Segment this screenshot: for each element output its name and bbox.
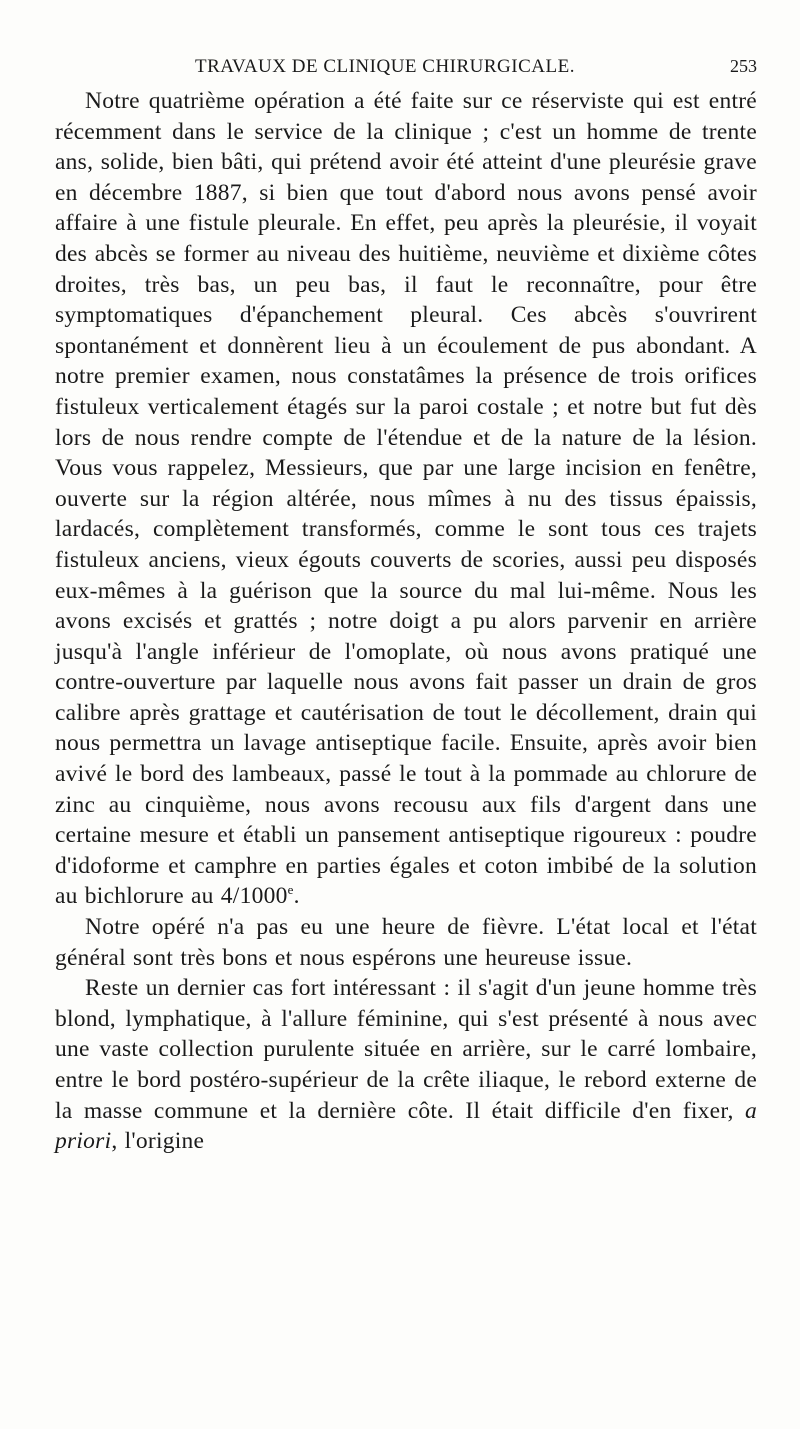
italic-phrase: a priori [55,1097,757,1155]
page-header [55,52,757,86]
page-number: 253 [730,56,757,76]
paragraph-text: Notre quatrième opération a été faite sur ce réserviste qui est entré récemment dans le service de la clinique ; c'est un homme de trente ans, solide, bien bâti, qui prétend avoir été atteint d'une pleurésie grave en décembre 1887, si bien que tout d'abord nous avons pensé avoir affaire à une fistule pleurale. En effet, peu après la pleurésie, il voyait des abcès se former au niveau des huitième, neuvième et dixième côtes droites, très bas, un peu bas, il faut le reconnaître, pour être symptomatiques d'épanchement pleural. Ces abcès s'ouvrirent spontanément et donnèrent lieu à un écoulement de pus abondant. A notre premier examen, nous constatâmes la présence de trois orifices fistuleux verticalement étagés sur la paroi costale ; et notre but fut dès lors de nous rendre compte de l'étendue et de la nature de la lésion. Vous vous rappelez, Messieurs, que par une large incision en fenêtre, ouverte sur la région altérée, nous mîmes à nu des tissus épaissis, lardacés, complètement transformés, comme le sont tous ces trajets fistuleux anciens, vieux égouts couverts de scories, aussi peu disposés eux-mêmes à la guérison que la source du mal lui-même. Nous les avons excisés et grattés ; notre doigt a pu alors parvenir en arrière jusqu'à l'angle inférieur de l'omoplate, où nous avons pratiqué une contre-ouverture par laquelle nous avons fait passer un drain de gros calibre après grattage et cautérisation de tout le décollement, drain qui nous permettra un lavage antiseptique facile. Ensuite, après avoir bien avivé le bord des lambeaux, passé le tout à la pommade au chlorure de zinc au cinquième, nous avons recousu aux fils d'argent dans une certaine mesure et établi un pansement antiseptique rigoureux : poudre d'idoforme et camphre en parties égales et coton imbibé de la solution au bichlorure au 4/1000 [55,88,757,910]
paragraph-text-continued: , l'origine [111,1128,205,1155]
paragraph-outcome [55,912,757,973]
superscript: e [287,882,294,898]
paragraph-fourth-operation [55,86,757,912]
book-page [55,52,757,1157]
running-title: TRAVAUX DE CLINIQUE CHIRURGICALE. [195,56,575,77]
body-text [55,86,757,1157]
paragraph-last-case [55,973,757,1157]
paragraph-text: Notre opéré n'a pas eu une heure de fièvre. L'état local et l'état général sont très bons et nous espérons une heureuse issue. [55,914,757,971]
paragraph-end: . [293,883,300,910]
paragraph-text: Reste un dernier cas fort intéressant : il s'agit d'un jeune homme très blond, lymphatique, à l'allure féminine, qui s'est présenté à nous avec une vaste collection purulente située en arrière, sur le carré lombaire, entre le bord postéro-supérieur de la crête iliaque, le rebord externe de la masse commune et la dernière côte. Il était difficile d'en fixer, [55,975,757,1124]
